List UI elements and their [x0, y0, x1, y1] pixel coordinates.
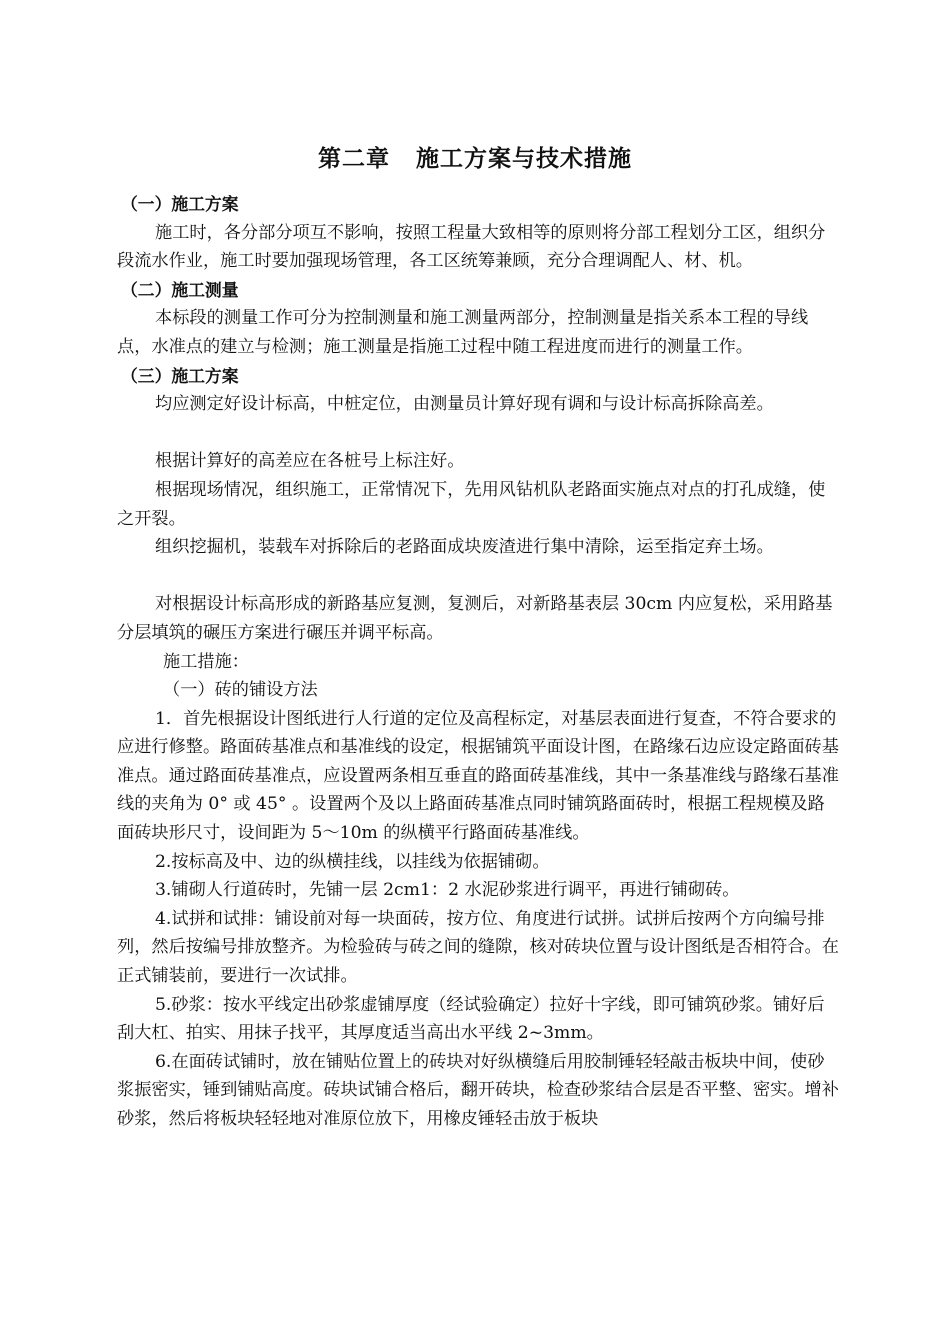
- paragraph: 本标段的测量工作可分为控制测量和施工测量两部分，控制测量是指关系本工程的导线点，水准点的建立与检测；施工测量是指施工过程中随工程进度而进行的测量工作。: [117, 308, 809, 357]
- chapter-title-text: 施工方案与技术措施: [416, 146, 632, 172]
- paragraph: 4.试拼和试排：铺设前对每一块面砖，按方位、角度进行试拼。试拼后按两个方向编号排列，然后按编号排放整齐。为检验砖与砖之间的缝隙，核对砖块位置与设计图纸是否相符合。在正式铺装前，要进行一次试排。: [117, 908, 839, 987]
- blank-line: [117, 419, 839, 448]
- paragraph: 根据现场情况，组织施工，正常情况下，先用风钻机队老路面实施点对点的打孔成缝，使之开裂。: [117, 479, 826, 529]
- paragraph: 3.铺砌人行道砖时，先铺一层 2cm1：2 水泥砂浆进行调平，再进行铺砌砖。: [155, 880, 740, 901]
- paragraph: 1．首先根据设计图纸进行人行道的定位及高程标定，对基层表面进行复查，不符合要求的应进行修整。路面砖基准点和基准线的设定，根据铺筑平面设计图，在路缘石边应设定路面砖基准点。通过路面砖基准点，应设置两条相互垂直的路面砖基准线，其中一条基准线与路缘石基准线的夹角为 0° 或 45° 。设置两个及以上路面砖基准点同时铺筑路面砖时，根据工程规模及路面砖块形尺寸，设间距为 5～10m 的纵横平行路面砖基准线。: [117, 708, 839, 844]
- section-heading: （一）施工方案: [121, 194, 239, 214]
- paragraph: 根据计算好的高差应在各桩号上标注好。: [155, 451, 465, 472]
- paragraph: 均应测定好设计标高，中桩定位，由测量员计算好现有调和与设计标高拆除高差。: [155, 394, 774, 415]
- paragraph: 对根据设计标高形成的新路基应复测，复测后，对新路基表层 30cm 内应复松，采用路基分层填筑的碾压方案进行碾压并调平标高。: [117, 594, 833, 643]
- section-heading: （三）施工方案: [121, 365, 239, 386]
- chapter-number: 第二章: [318, 146, 390, 172]
- blank-line: [117, 562, 839, 591]
- paragraph: 2.按标高及中、边的纵横挂线，以挂线为依据铺砌。: [155, 851, 550, 872]
- section-heading: （二）施工测量: [121, 279, 239, 300]
- paragraph: 施工时，各分部分项互不影响，按照工程量大致相等的原则将分部工程划分工区，组织分段流水作业，施工时要加强现场管理，各工区统筹兼顾，充分合理调配人、材、机。: [117, 222, 826, 272]
- chapter-title: [0, 140, 950, 173]
- paragraph: 组织挖掘机，装载车对拆除后的老路面成块废渣进行集中清除，运至指定弃土场。: [155, 537, 774, 558]
- subheading: 施工措施：: [163, 651, 249, 672]
- paragraph: 5.砂浆：按水平线定出砂浆虚铺厚度（经试验确定）拉好十字线，即可铺筑砂浆。铺好后刮大杠、拍实、用抹子找平，其厚度适当高出水平线 2~3mm。: [117, 994, 825, 1044]
- paragraph: 6.在面砖试铺时，放在铺贴位置上的砖块对好纵横缝后用胶制锤轻轻敲击板块中间，使砂浆振密实，锤到铺贴高度。砖块试铺合格后，翻开砖块，检查砂浆结合层是否平整、密实。增补砂浆，然后将板块轻轻地对准原位放下，用橡皮锤轻击放于板块: [117, 1051, 839, 1129]
- subheading: （一）砖的铺设方法: [163, 680, 318, 701]
- document-body: [117, 190, 839, 1134]
